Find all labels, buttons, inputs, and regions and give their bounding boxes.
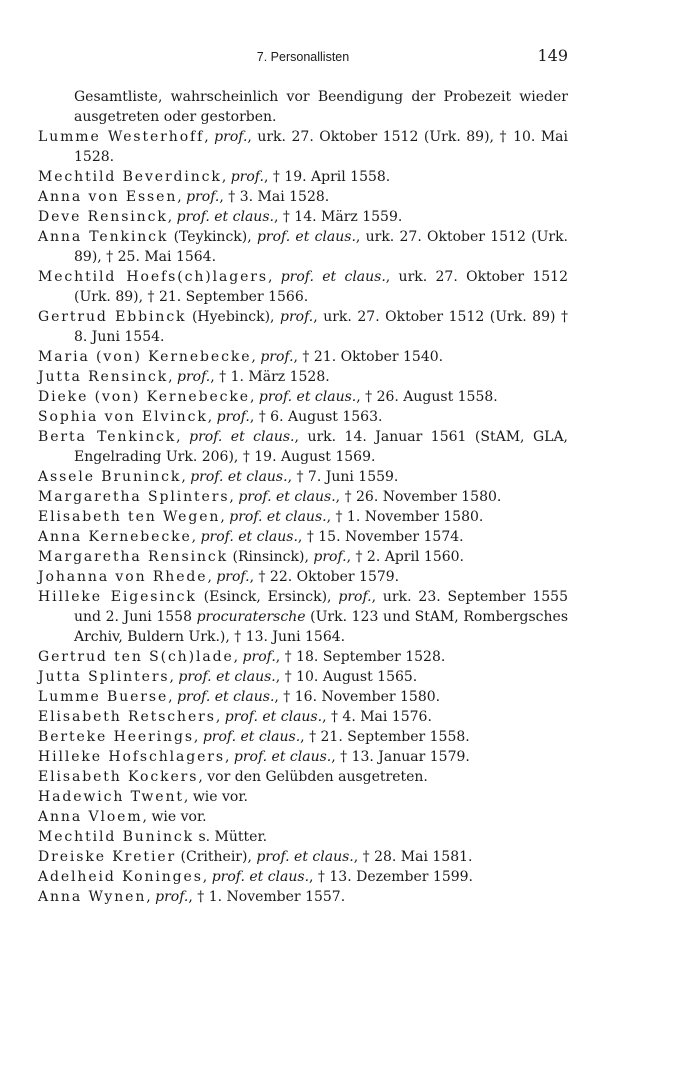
person-name: Anna Kernebecke: [38, 529, 192, 545]
list-entry: Jutta Rensinck, prof., † 1. März 1528.: [38, 369, 330, 385]
list-entry: Dieke (von) Kernebecke, prof. et claus., † 26. August 1558.: [38, 389, 498, 405]
person-name: Elisabeth Retschers: [38, 709, 216, 725]
list-entry: Anna Wynen, prof., † 1. November 1557.: [38, 889, 346, 905]
person-name: Hadewich Twent: [38, 789, 184, 805]
person-name: Mechtild Hoefs(ch)lagers: [38, 269, 268, 285]
person-name: Sophia von Elvinck: [38, 409, 208, 425]
person-name: Lumme Buerse: [38, 689, 169, 705]
list-entry: Elisabeth ten Wegen, prof. et claus., † 1. November 1580.: [38, 509, 484, 525]
list-entry: Mechtild Beverdinck, prof., † 19. April 1558.: [38, 169, 391, 185]
list-entry: Elisabeth Kockers, vor den Gelübden ausgetreten.: [38, 769, 428, 785]
list-entry: Assele Bruninck, prof. et claus., † 7. Juni 1559.: [38, 469, 399, 485]
person-name: Jutta Splinters: [38, 669, 170, 685]
running-head: [38, 46, 568, 68]
list-entry: Maria (von) Kernebecke, prof., † 21. Oktober 1540.: [38, 349, 444, 365]
list-entry: Lumme Westerhoff, prof., urk. 27. Oktober 1512 (Urk. 89), † 10. Mai 1528.: [38, 129, 569, 165]
person-name: Anna von Essen: [38, 189, 178, 205]
list-entry: Anna Kernebecke, prof. et claus., † 15. November 1574.: [38, 529, 464, 545]
list-entry: Deve Rensinck, prof. et claus., † 14. März 1559.: [38, 209, 403, 225]
person-name: Mechtild Buninck: [38, 829, 195, 845]
list-entry: Dreiske Kretier (Critheir), prof. et claus., † 28. Mai 1581.: [38, 849, 473, 865]
list-entry: Anna von Essen, prof., † 3. Mai 1528.: [38, 189, 330, 205]
person-name: Gertrud Ebbinck: [38, 309, 187, 325]
person-name: Deve Rensinck: [38, 209, 168, 225]
person-name: Elisabeth Kockers: [38, 769, 199, 785]
person-name: Anna Wynen: [38, 889, 147, 905]
list-entry: Mechtild Hoefs(ch)lagers, prof. et claus., urk. 27. Oktober 1512 (Urk. 89), † 21. September 1566.: [38, 269, 568, 305]
page-number: 149: [537, 46, 568, 65]
list-entry: Berteke Heerings, prof. et claus., † 21. September 1558.: [38, 729, 470, 745]
person-name: Dieke (von) Kernebecke: [38, 389, 250, 405]
running-title: 7. Personallisten: [256, 50, 350, 64]
person-name: Elisabeth ten Wegen: [38, 509, 221, 525]
person-name: Hilleke Hofschlagers: [38, 749, 225, 765]
person-name: Anna Tenkinck: [38, 229, 169, 245]
list-entry: Gertrud ten S(ch)lade, prof., † 18. September 1528.: [38, 649, 446, 665]
personnel-list: [38, 87, 568, 907]
person-name: Hilleke Eigesinck: [38, 589, 197, 605]
person-name: Margaretha Rensinck: [38, 549, 229, 565]
list-entry: Gertrud Ebbinck (Hyebinck), prof., urk. 27. Oktober 1512 (Urk. 89) † 8. Juni 1554.: [38, 309, 568, 345]
list-entry: Johanna von Rhede, prof., † 22. Oktober 1579.: [38, 569, 400, 585]
person-name: Dreiske Kretier: [38, 849, 177, 865]
list-entry: Anna Vloem, wie vor.: [38, 809, 207, 825]
list-entry: Sophia von Elvinck, prof., † 6. August 1563.: [38, 409, 383, 425]
list-entry: Mechtild Buninck s. Mütter.: [38, 829, 268, 845]
person-name: Adelheid Koninges: [38, 869, 203, 885]
list-entry: Margaretha Splinters, prof. et claus., † 26. November 1580.: [38, 489, 502, 505]
list-entry: Gesamtliste, wahrscheinlich vor Beendigung der Probezeit wieder ausgetreten oder gestorben.: [74, 89, 568, 125]
person-name: Maria (von) Kernebecke: [38, 349, 252, 365]
list-entry: Margaretha Rensinck (Rinsinck), prof., † 2. April 1560.: [38, 549, 464, 565]
list-entry: Elisabeth Retschers, prof. et claus., † 4. Mai 1576.: [38, 709, 432, 725]
person-name: Mechtild Beverdinck: [38, 169, 222, 185]
list-entry: Anna Tenkinck (Teykinck), prof. et claus., urk. 27. Oktober 1512 (Urk. 89), † 25. Mai 1564.: [38, 229, 569, 265]
list-entry: Hilleke Hofschlagers, prof. et claus., † 13. Januar 1579.: [38, 749, 470, 765]
list-entry: Lumme Buerse, prof. et claus., † 16. November 1580.: [38, 689, 441, 705]
list-entry: Hilleke Eigesinck (Esinck, Ersinck), prof., urk. 23. September 1555 und 2. Juni 1558 procuratersche (Urk. 123 und StAM, Rombergsches Archiv, Buldern Urk.), † 13. Juni 1564.: [38, 589, 568, 645]
person-name: Jutta Rensinck: [38, 369, 169, 385]
person-name: Berteke Heerings: [38, 729, 194, 745]
list-entry: Hadewich Twent, wie vor.: [38, 789, 248, 805]
person-name: Berta Tenkinck: [38, 429, 177, 445]
person-name: Margaretha Splinters: [38, 489, 230, 505]
list-entry: Jutta Splinters, prof. et claus., † 10. August 1565.: [38, 669, 418, 685]
person-name: Assele Bruninck: [38, 469, 182, 485]
list-entry: Berta Tenkinck, prof. et claus., urk. 14. Januar 1561 (StAM, GLA, Engelrading Urk. 206), † 19. August 1569.: [38, 429, 568, 465]
person-name: Johanna von Rhede: [38, 569, 208, 585]
person-name: Gertrud ten S(ch)lade: [38, 649, 234, 665]
person-name: Lumme Westerhoff: [38, 129, 205, 145]
list-entry: Adelheid Koninges, prof. et claus., † 13. Dezember 1599.: [38, 869, 474, 885]
person-name: Anna Vloem: [38, 809, 143, 825]
